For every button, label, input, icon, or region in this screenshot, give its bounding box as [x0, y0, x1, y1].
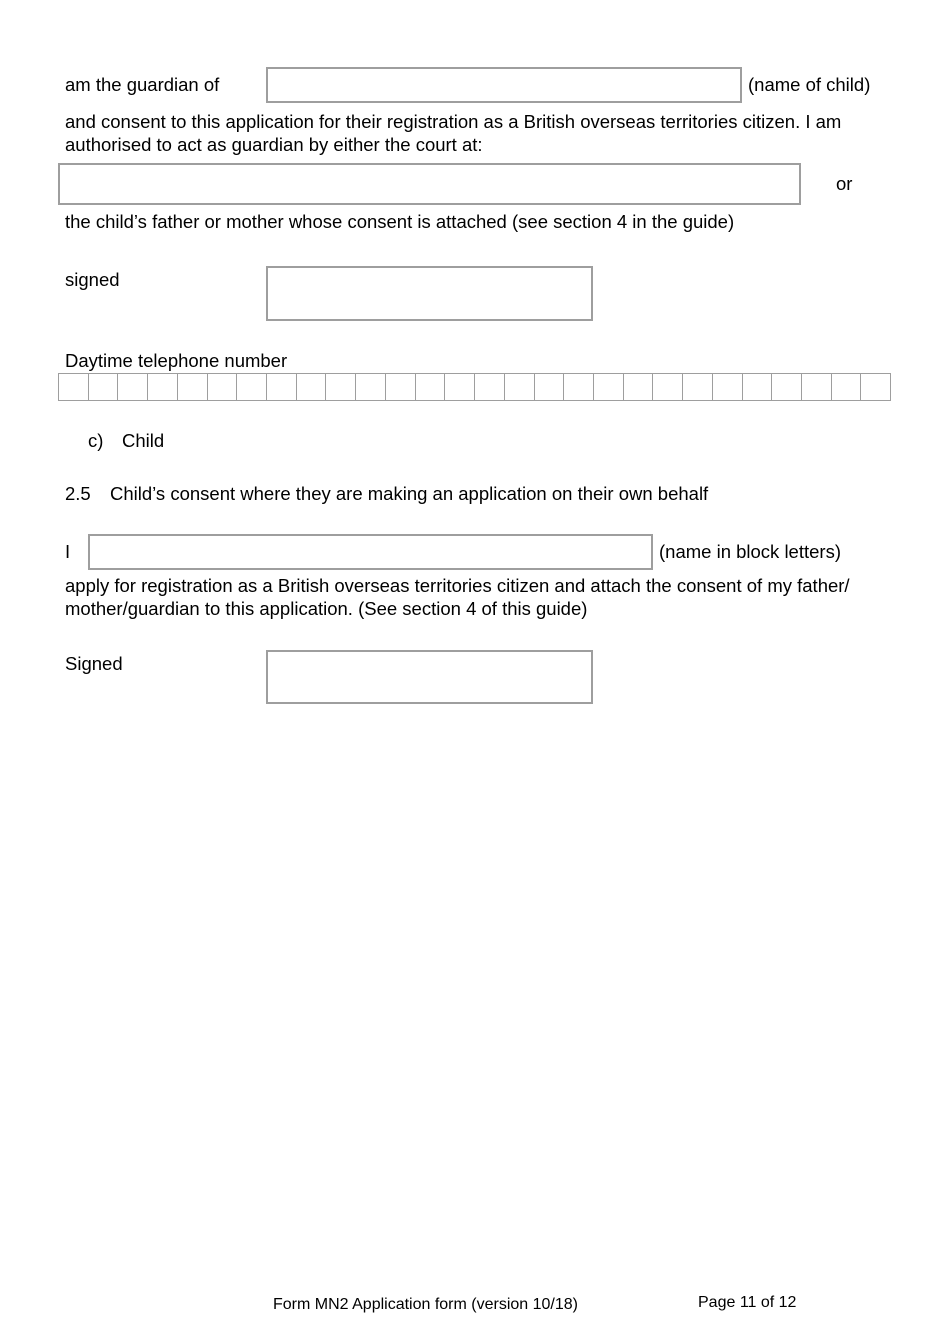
phone-label: Daytime telephone number: [65, 350, 288, 371]
footer-page-number: Page 11 of 12: [698, 1294, 797, 1311]
phone-digit-box[interactable]: [325, 373, 356, 401]
phone-digit-box[interactable]: [623, 373, 654, 401]
phone-digit-box[interactable]: [266, 373, 297, 401]
phone-digit-box[interactable]: [860, 373, 891, 401]
child-apply-text: apply for registration as a British overseas territories citizen and attach the consent of my father/ mother/guardian to this application. (See section 4 of this guide): [65, 575, 850, 619]
phone-digit-box[interactable]: [415, 373, 446, 401]
phone-number-boxes: [58, 373, 890, 401]
phone-digit-box[interactable]: [801, 373, 832, 401]
guardian-signature-field[interactable]: [266, 266, 593, 321]
phone-digit-box[interactable]: [474, 373, 505, 401]
phone-digit-box[interactable]: [385, 373, 416, 401]
phone-digit-box[interactable]: [117, 373, 148, 401]
phone-digit-box[interactable]: [712, 373, 743, 401]
phone-digit-box[interactable]: [504, 373, 535, 401]
phone-digit-box[interactable]: [147, 373, 178, 401]
phone-digit-box[interactable]: [593, 373, 624, 401]
phone-digit-box[interactable]: [444, 373, 475, 401]
court-field[interactable]: [58, 163, 801, 205]
phone-digit-box[interactable]: [652, 373, 683, 401]
i-label: I: [65, 541, 71, 562]
guardian-consent-text: and consent to this application for their registration as a British overseas territories citizen. I am authorised to act as guardian by either the court at:: [65, 111, 842, 155]
child-name-suffix: (name of child): [748, 74, 871, 95]
section-2-5-title: Child’s consent where they are making an application on their own behalf: [110, 483, 709, 504]
phone-digit-box[interactable]: [682, 373, 713, 401]
phone-digit-box[interactable]: [58, 373, 89, 401]
block-letters-suffix: (name in block letters): [659, 541, 841, 562]
phone-digit-box[interactable]: [88, 373, 119, 401]
footer-form-title: Form MN2 Application form (version 10/18): [273, 1296, 578, 1313]
phone-digit-box[interactable]: [534, 373, 565, 401]
phone-digit-box[interactable]: [563, 373, 594, 401]
phone-digit-box[interactable]: [355, 373, 386, 401]
guardian-signed-label: signed: [65, 269, 120, 290]
phone-digit-box[interactable]: [742, 373, 773, 401]
child-section-title: Child: [122, 430, 165, 451]
phone-digit-box[interactable]: [236, 373, 267, 401]
or-label: or: [836, 173, 853, 194]
phone-digit-box[interactable]: [296, 373, 327, 401]
guardian-label: am the guardian of: [65, 74, 220, 95]
phone-digit-box[interactable]: [831, 373, 862, 401]
child-signature-field[interactable]: [266, 650, 593, 704]
child-signed-label: Signed: [65, 653, 123, 674]
section-2-5-number: 2.5: [65, 483, 91, 504]
child-name-field[interactable]: [266, 67, 742, 103]
phone-digit-box[interactable]: [207, 373, 238, 401]
block-letters-name-field[interactable]: [88, 534, 653, 570]
phone-digit-box[interactable]: [771, 373, 802, 401]
child-section-marker: c): [88, 430, 104, 451]
parent-consent-text: the child’s father or mother whose consent is attached (see section 4 in the guide): [65, 211, 735, 232]
phone-digit-box[interactable]: [177, 373, 208, 401]
